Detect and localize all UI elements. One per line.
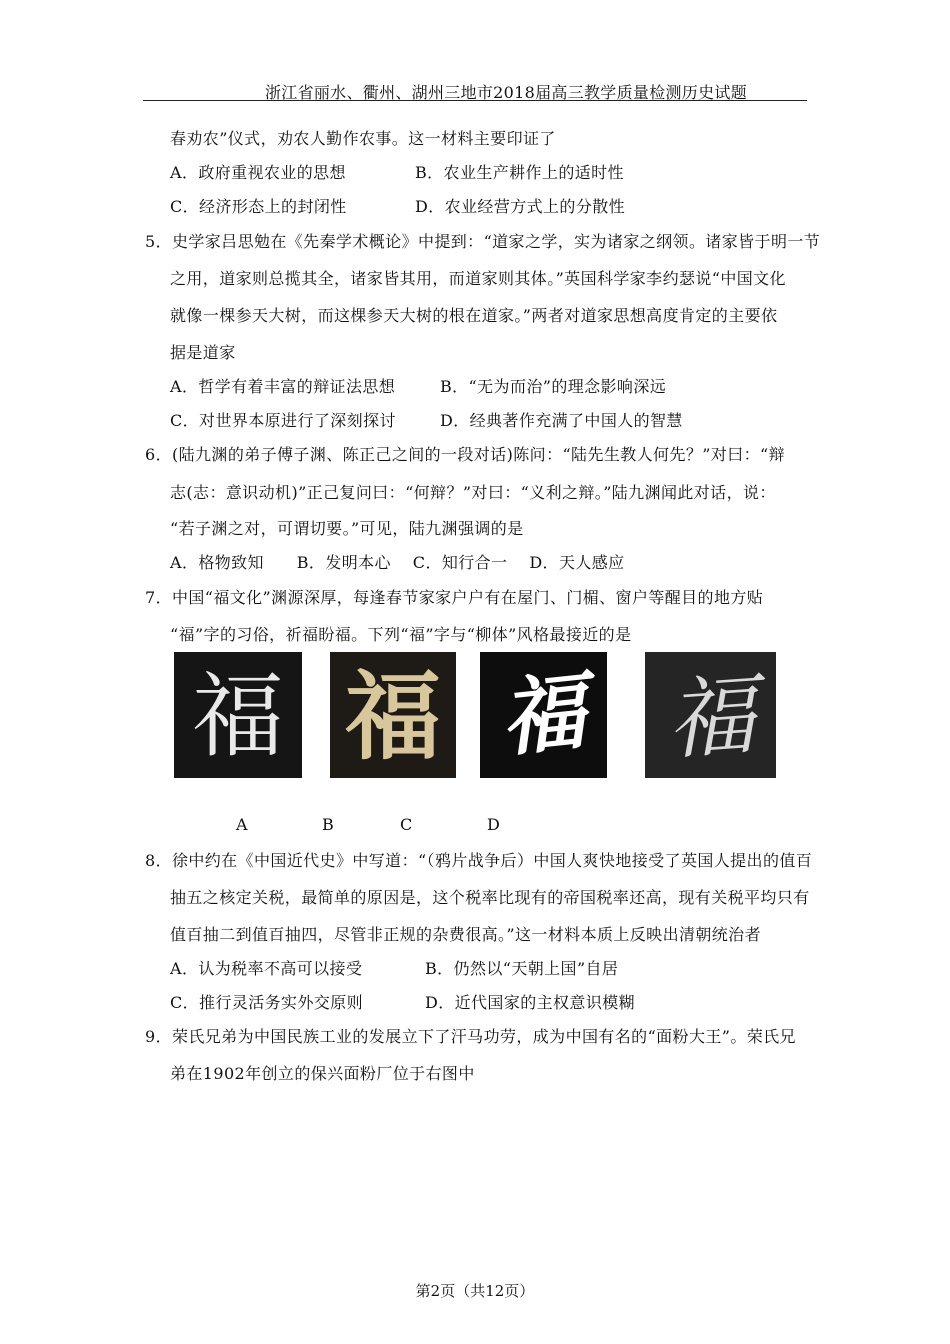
image-label-b: B	[322, 815, 334, 834]
q5-option-a[interactable]: A．哲学有着丰富的辩证法思想	[170, 377, 396, 396]
image-label-d: D	[487, 815, 500, 834]
q9-line-2: 弟在1902年创立的保兴面粉厂位于右图中	[170, 1064, 475, 1083]
q6-line-1: 6．(陆九渊的弟子傅子渊、陈正己之间的一段对话)陈问：“陆先生教人何先？”对曰：“辩	[145, 445, 786, 464]
q8-option-d[interactable]: D．近代国家的主权意识模糊	[425, 993, 636, 1012]
q6-line-2: 志(志：意识动机)”正己复问曰：“何辩？”对曰：“义利之辩。”陆九渊闻此对话，说：	[170, 483, 776, 502]
image-label-c: C	[400, 815, 413, 834]
fu-running-glyph	[480, 652, 607, 778]
fu-image-c[interactable]	[480, 652, 607, 778]
fu-seal-glyph	[174, 652, 302, 778]
q5-line-3: 就像一棵参天大树，而这棵参天大树的根在道家。”两者对道家思想高度肯定的主要依	[170, 306, 778, 325]
q5-option-b[interactable]: B．“无为而治”的理念影响深远	[440, 377, 667, 396]
q4-option-d[interactable]: D．农业经营方式上的分散性	[415, 197, 626, 216]
fu-glyph-d: 福	[663, 663, 759, 772]
q5-line-1: 5．史学家吕思勉在《先秦学术概论》中提到：“道家之学，实为诸家之纲领。诸家皆于明一节	[145, 232, 821, 251]
q5-line-2: 之用，道家则总揽其全，诸家皆其用，而道家则其体。”英国科学家李约瑟说“中国文化	[170, 269, 786, 288]
fu-glyph-a: 福	[191, 663, 285, 770]
page-header	[143, 80, 807, 101]
q8-option-b[interactable]: B．仍然以“天朝上国”自居	[425, 959, 619, 978]
q6-line-3: “若子渊之对，可谓切要。”可见，陆九渊强调的是	[170, 519, 524, 538]
fu-image-a[interactable]	[174, 652, 302, 778]
fu-image-b[interactable]	[330, 652, 456, 778]
q8-line-2: 抽五之核定关税，最简单的原因是，这个税率比现有的帝国税率还高，现有关税平均只有	[170, 888, 810, 907]
q4-option-c[interactable]: C．经济形态上的封闭性	[170, 197, 347, 216]
fu-cursive-glyph	[645, 652, 776, 778]
image-label-a: A	[236, 815, 248, 834]
q8-line-1: 8．徐中约在《中国近代史》中写道：“（鸦片战争后）中国人爽快地接受了英国人提出的值百	[145, 851, 813, 870]
q4-stem-tail: 春劝农”仪式，劝农人勤作农事。这一材料主要印证了	[170, 129, 556, 148]
q4-option-b[interactable]: B．农业生产耕作上的适时性	[415, 163, 624, 182]
q7-line-2: “福”字的习俗，祈福盼福。下列“福”字与“柳体”风格最接近的是	[170, 625, 632, 644]
q5-option-d[interactable]: D．经典著作充满了中国人的智慧	[440, 411, 683, 430]
page-footer: 第2页（共12页）	[415, 1282, 535, 1300]
q8-option-c[interactable]: C．推行灵活务实外交原则	[170, 993, 364, 1012]
q9-line-1: 9．荣氏兄弟为中国民族工业的发展立下了汗马功劳，成为中国有名的“面粉大王”。荣氏兄	[145, 1027, 796, 1046]
header-title: 浙江省丽水、衢州、湖州三地市2018届高三教学质量检测历史试题	[264, 83, 747, 102]
fu-image-d[interactable]	[645, 652, 776, 778]
fu-glyph-c: 福	[496, 661, 590, 769]
q8-option-a[interactable]: A．认为税率不高可以接受	[170, 959, 363, 978]
q7-line-1: 7．中国“福文化”渊源深厚，每逢春节家家户户有在屋门、门楣、窗户等醒目的地方贴	[145, 588, 764, 607]
q5-option-c[interactable]: C．对世界本原进行了深刻探讨	[170, 411, 396, 430]
q6-options[interactable]: A．格物致知 B．发明本心 C．知行合一 D．天人感应	[170, 553, 625, 572]
q4-option-a[interactable]: A．政府重视农业的思想	[170, 163, 346, 182]
fu-regular-glyph	[330, 652, 456, 778]
q5-line-4: 据是道家	[170, 343, 236, 362]
fu-glyph-b: 福	[345, 660, 441, 773]
q8-line-3: 值百抽二到值百抽四，尽管非正规的杂费很高。”这一材料本质上反映出清朝统治者	[170, 925, 761, 944]
